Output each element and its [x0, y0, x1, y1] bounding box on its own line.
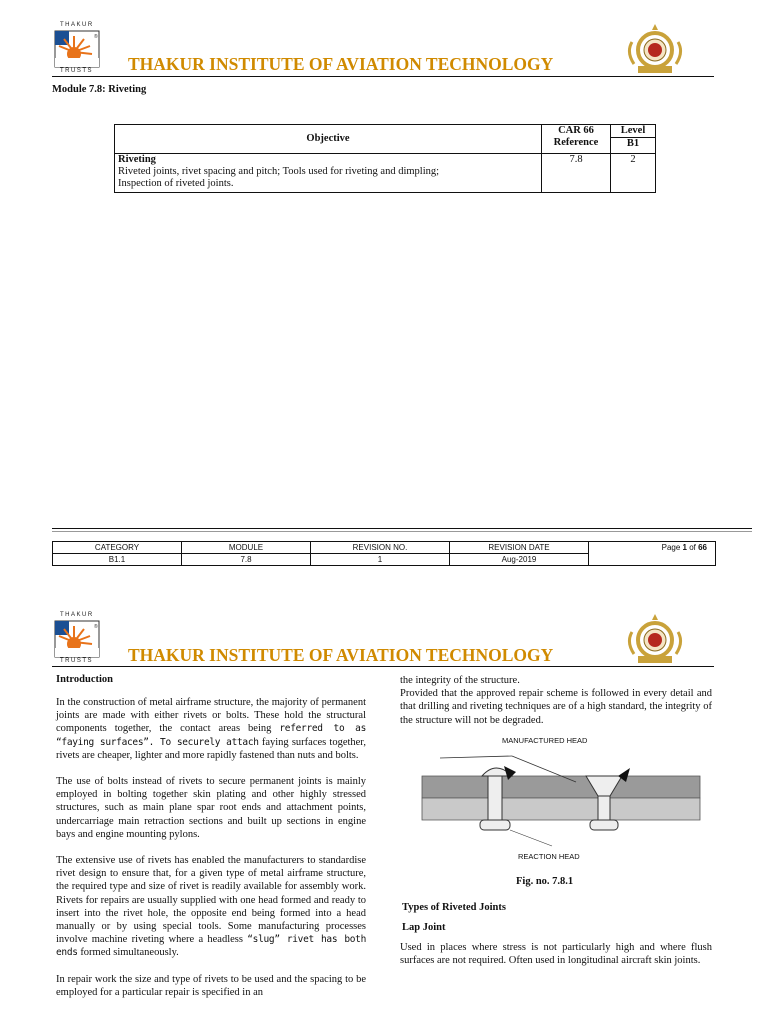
svg-text:®: ®	[94, 624, 98, 630]
lap-joint-paragraph: Used in places where stress is not particularly high and where flush surfaces are not required. Often used in longitudinal aircraft skin joints.	[400, 942, 712, 967]
intro-paragraph-2: The use of bolts instead of rivets to secure permanent joints is mainly employed in bolting together skin plating and other highly stressed structures, such as main plane spar root ends and attachment points, undercarriage main retraction sections and built up sections in engine bays and engine mounting pylons.	[56, 776, 366, 840]
car-header-line2: Reference	[553, 137, 599, 148]
logo-top-text-2: THAKUR	[60, 612, 94, 618]
svg-text:®: ®	[94, 34, 98, 40]
footer-page	[589, 542, 716, 566]
car-header-line1: CAR 66	[558, 125, 594, 136]
footer-page-num: 1	[682, 543, 687, 552]
objective-row-title: Riveting	[118, 154, 156, 165]
footer-header-date: REVISION DATE	[450, 542, 589, 554]
car-value: 7.8	[569, 154, 583, 165]
level-value: 2	[630, 154, 636, 165]
footer-value-category: B1.1	[53, 554, 182, 566]
logo-bottom-text: TRUSTS	[60, 68, 93, 74]
car-cell	[542, 154, 611, 193]
footer-header-category: CATEGORY	[53, 542, 182, 554]
crest-icon-2	[624, 612, 686, 666]
left-column	[56, 674, 366, 999]
right-line-1: the integrity of the structure.	[400, 675, 520, 686]
objective-table	[114, 124, 656, 193]
para1-handwritten: referred to as “faying surfaces”. To securely attach	[56, 723, 366, 748]
logo-top-text: THAKUR	[60, 22, 94, 28]
footer-value-date: Aug-2019	[450, 554, 589, 566]
header-rule-2	[52, 666, 714, 667]
level-header	[611, 125, 656, 154]
level-header-line1: Level	[620, 125, 646, 136]
footer-rule-thick	[52, 528, 752, 529]
intro-paragraph-4: In repair work the size and type of rivets to be used and the spacing to be employed for a particular repair is specified in an	[56, 973, 366, 998]
crest-icon	[624, 22, 686, 76]
level-header-line2: B1	[611, 137, 655, 150]
figure-caption: Fig. no. 7.8.1	[516, 876, 574, 887]
objective-header-text: Objective	[306, 133, 350, 144]
intro-paragraph-1	[56, 696, 366, 762]
footer-header-revision: REVISION NO.	[311, 542, 450, 554]
para1-text-b: faying surfaces together, rivets are cheaper, lighter and more rapidly fastened than nuts and bolts.	[56, 736, 367, 761]
footer-value-revision: 1	[311, 554, 450, 566]
objective-row-line1: Riveted joints, rivet spacing and pitch; Tools used for riveting and dimpling;	[118, 166, 440, 177]
thakur-logo-2	[52, 612, 102, 666]
footer-header-module: MODULE	[182, 542, 311, 554]
types-heading: Types of Riveted Joints	[402, 902, 506, 913]
introduction-heading: Introduction	[56, 674, 113, 685]
institute-title: THAKUR INSTITUTE OF AVIATION TECHNOLOGY	[128, 54, 554, 74]
label-manufactured-head: MANUFACTURED HEAD	[502, 736, 588, 745]
para1-text-a: In the construction of metal airframe structure, the majority of permanent joints are made with either rivets or bolts. These hold the structural components together, the contact areas being	[56, 697, 366, 735]
objective-row-line2: Inspection of riveted joints.	[118, 178, 234, 189]
para3-text-a: The extensive use of rivets has enabled the manufacturers to standardise rivet design to ensure that, for a given type of metal airframe structure, the required type and size of rivet is readily available for assembly work. Rivets for repairs are usually supplied with one head formed and ready to insert into the rivet hole, the opposite end being formed into a head manually or by using special tools. Some manufacturing processes involve machine riveting where a headless	[56, 855, 366, 946]
label-reaction-head: REACTION HEAD	[518, 852, 580, 861]
objective-cell	[115, 154, 542, 193]
module-title: Module 7.8: Riveting	[52, 84, 147, 95]
para3-text-b: formed simultaneously.	[77, 947, 179, 959]
footer-rule-thin	[52, 531, 752, 532]
institute-title-2: THAKUR INSTITUTE OF AVIATION TECHNOLOGY	[128, 645, 554, 665]
footer-table	[52, 541, 716, 566]
thakur-logo	[52, 22, 102, 76]
footer-page-of: of	[686, 543, 699, 552]
footer-value-module: 7.8	[182, 554, 311, 566]
right-column	[400, 674, 712, 727]
sun-logo-icon-2	[54, 620, 100, 658]
rivet-figure	[400, 736, 712, 864]
rivet-diagram	[400, 746, 712, 854]
right-paragraph: Provided that the approved repair scheme is followed in every detail and that drilling and riveting techniques are of a high standard, the integrity of the structure will not be degraded.	[400, 688, 712, 726]
sun-logo-icon	[54, 30, 100, 68]
logo-bottom-text-2: TRUSTS	[60, 658, 93, 664]
footer-page-total: 66	[698, 543, 707, 552]
header-rule	[52, 76, 714, 77]
car-header	[542, 125, 611, 154]
intro-paragraph-3	[56, 854, 366, 960]
level-cell	[611, 154, 656, 193]
objective-header	[115, 125, 542, 154]
footer-page-prefix: Page	[661, 543, 683, 552]
para3-handwritten: “slug” rivet has both ends	[56, 934, 367, 959]
lap-joint-heading: Lap Joint	[402, 922, 446, 933]
